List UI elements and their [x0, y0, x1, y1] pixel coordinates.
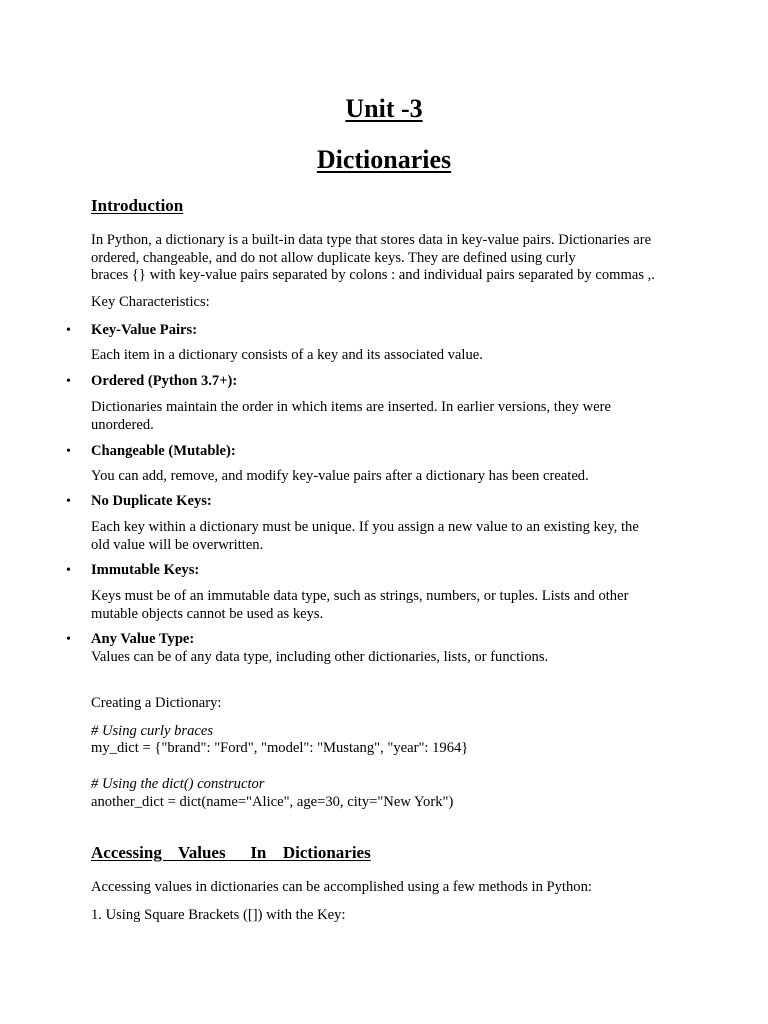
characteristic-desc: [91, 399, 611, 434]
characteristic-desc: [91, 588, 628, 623]
accessing-item-1: 1. Using Square Brackets ([]) with the Key:: [91, 907, 346, 923]
bullet-marker: •: [66, 632, 71, 647]
page-title: Unit -3: [345, 94, 423, 123]
accessing-values-heading: Accessing Values In Dictionaries: [91, 843, 371, 862]
desc-line: unordered.: [91, 416, 154, 433]
desc-line: Each key within a dictionary must be unique. If you assign a new value to an existing key, the: [91, 519, 639, 535]
desc-line: You can add, remove, and modify key-value pairs after a dictionary has been created.: [91, 468, 589, 484]
desc-line: Keys must be of an immutable data type, such as strings, numbers, or tuples. Lists and other: [91, 588, 629, 604]
code-line: another_dict = dict(name="Alice", age=30, city="New York"): [91, 794, 454, 810]
bullet-marker: •: [66, 444, 71, 459]
code-line: my_dict = {"brand": "Ford", "model": "Mustang", "year": 1964}: [91, 740, 469, 756]
intro-paragraph: [91, 232, 655, 285]
bullet-marker: •: [66, 374, 71, 389]
characteristic-title: Ordered (Python 3.7+):: [91, 373, 238, 389]
desc-line: old value will be overwritten.: [91, 536, 264, 553]
intro-line: braces {} with key-value pairs separated by colons : and individual pairs separated by commas ,.: [91, 267, 655, 283]
characteristic-title: Any Value Type:: [91, 631, 195, 647]
characteristic-desc: [91, 519, 639, 554]
desc-line: Values can be of any data type, including other dictionaries, lists, or functions.: [91, 649, 549, 665]
key-characteristics-label: Key Characteristics:: [91, 294, 210, 310]
desc-line: Each item in a dictionary consists of a key and its associated value.: [91, 347, 483, 363]
characteristic-title: No Duplicate Keys:: [91, 493, 212, 509]
characteristic-desc: [91, 347, 483, 365]
accessing-intro: Accessing values in dictionaries can be accomplished using a few methods in Python:: [91, 879, 592, 895]
page-subtitle: Dictionaries: [316, 145, 452, 174]
bullet-marker: •: [66, 494, 71, 509]
intro-line: ordered, changeable, and do not allow duplicate keys. They are defined using curly: [91, 249, 576, 266]
characteristic-title: Changeable (Mutable):: [91, 443, 236, 459]
intro-line: In Python, a dictionary is a built-in data type that stores data in key-value pairs. Dictionaries are: [91, 232, 652, 248]
desc-line: Dictionaries maintain the order in which items are inserted. In earlier versions, they were: [91, 399, 611, 415]
characteristic-desc: [91, 468, 589, 486]
bullet-marker: •: [66, 323, 71, 338]
code-comment: # Using the dict() constructor: [91, 776, 265, 792]
characteristic-desc: [91, 649, 548, 667]
code-comment: # Using curly braces: [91, 723, 214, 739]
intro-heading: Introduction: [91, 196, 184, 215]
characteristic-title: Key-Value Pairs:: [91, 322, 198, 338]
bullet-marker: •: [66, 563, 71, 578]
desc-line: mutable objects cannot be used as keys.: [91, 605, 324, 622]
creating-dictionary-label: Creating a Dictionary:: [91, 695, 222, 711]
characteristic-title: Immutable Keys:: [91, 562, 200, 578]
